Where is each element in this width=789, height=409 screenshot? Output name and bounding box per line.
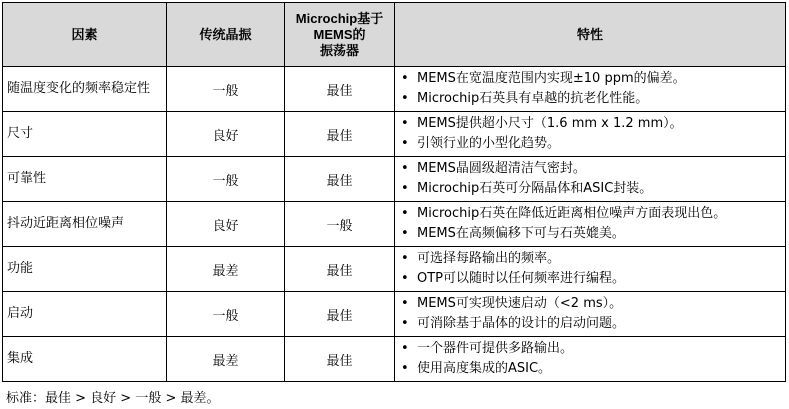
table-row [3,292,786,337]
table-row [3,157,786,202]
table-header [3,3,786,67]
feature-text: MEMS可实现快速启动（<2 ms）。 [417,296,623,311]
table-body [3,67,786,382]
feature-item [399,339,781,359]
cell-mems-rating: 最佳 [285,157,395,202]
footnote: 标准：最佳 > 良好 > 一般 > 最差。 [6,391,220,406]
bullet-icon: • [401,361,409,376]
feature-list [399,159,781,199]
bullet-icon: • [401,226,409,241]
feature-text: 使用高度集成的ASIC。 [417,361,552,376]
bullet-icon: • [401,161,409,176]
bullet-icon: • [401,91,409,106]
feature-item [399,249,781,269]
bullet-icon: • [401,296,409,311]
feature-text: Microchip石英可分隔晶体和ASIC封装。 [417,181,653,196]
cell-features [395,292,786,337]
cell-factor: 可靠性 [3,157,167,202]
feature-item [399,159,781,179]
header-factor: 因素 [3,3,167,67]
cell-traditional-rating: 良好 [167,112,285,157]
cell-features [395,157,786,202]
feature-text: Microchip石英在降低近距离相位噪声方面表现出色。 [417,206,727,221]
feature-text: 可选择每路输出的频率。 [417,251,561,266]
bullet-icon: • [401,116,409,131]
cell-traditional-rating: 一般 [167,292,285,337]
cell-features [395,202,786,247]
header-mems-line3: 振荡器 [319,42,359,58]
feature-text: MEMS在高频偏移下可与石英媲美。 [417,226,625,241]
feature-item [399,314,781,334]
bullet-icon: • [401,341,409,356]
cell-factor: 尺寸 [3,112,167,157]
header-mems-line2: MEMS的 [313,26,366,42]
feature-text: 一个器件可提供多路输出。 [417,341,574,356]
table-row [3,202,786,247]
feature-text: 引领行业的小型化趋势。 [417,136,561,151]
header-feature: 特性 [395,3,786,67]
cell-features [395,112,786,157]
feature-item [399,269,781,289]
feature-list [399,339,781,379]
feature-list [399,204,781,244]
feature-text: Microchip石英具有卓越的抗老化性能。 [417,91,649,106]
feature-item [399,114,781,134]
cell-mems-rating: 最佳 [285,337,395,382]
feature-item [399,224,781,244]
table-row [3,247,786,292]
feature-item [399,204,781,224]
cell-factor: 启动 [3,292,167,337]
feature-item [399,179,781,199]
feature-item [399,134,781,154]
bullet-icon: • [401,251,409,266]
cell-mems-rating: 最佳 [285,292,395,337]
feature-text: MEMS在宽温度范围内实现±10 ppm的偏差。 [417,71,686,86]
feature-item [399,294,781,314]
bullet-icon: • [401,316,409,331]
cell-factor: 功能 [3,247,167,292]
cell-traditional-rating: 一般 [167,67,285,112]
feature-list [399,294,781,334]
feature-text: 可消除基于晶体的设计的启动问题。 [417,316,626,331]
header-traditional: 传统晶振 [167,3,285,67]
cell-factor: 抖动近距离相位噪声 [3,202,167,247]
table-row [3,67,786,112]
cell-traditional-rating: 最差 [167,337,285,382]
cell-traditional-rating: 一般 [167,157,285,202]
cell-traditional-rating: 良好 [167,202,285,247]
feature-item [399,359,781,379]
feature-text: MEMS提供超小尺寸（1.6 mm x 1.2 mm）。 [417,116,683,131]
cell-mems-rating: 最佳 [285,67,395,112]
cell-mems-rating: 一般 [285,202,395,247]
feature-text: OTP可以随时以任何频率进行编程。 [417,271,626,286]
cell-factor: 随温度变化的频率稳定性 [3,67,167,112]
feature-list [399,69,781,109]
bullet-icon: • [401,136,409,151]
cell-mems-rating: 最佳 [285,247,395,292]
feature-item [399,69,781,89]
feature-list [399,114,781,154]
table-row [3,112,786,157]
feature-text: MEMS晶圆级超清洁气密封。 [417,161,586,176]
bullet-icon: • [401,206,409,221]
cell-features [395,337,786,382]
bullet-icon: • [401,181,409,196]
cell-features [395,247,786,292]
header-mems-line1: Microchip基于 [295,10,384,26]
table-row [3,337,786,382]
bullet-icon: • [401,71,409,86]
feature-list [399,249,781,289]
bullet-icon: • [401,271,409,286]
feature-item [399,89,781,109]
cell-mems-rating: 最佳 [285,112,395,157]
cell-traditional-rating: 最差 [167,247,285,292]
cell-factor: 集成 [3,337,167,382]
comparison-table [2,2,786,382]
cell-features [395,67,786,112]
header-mems [285,3,395,67]
